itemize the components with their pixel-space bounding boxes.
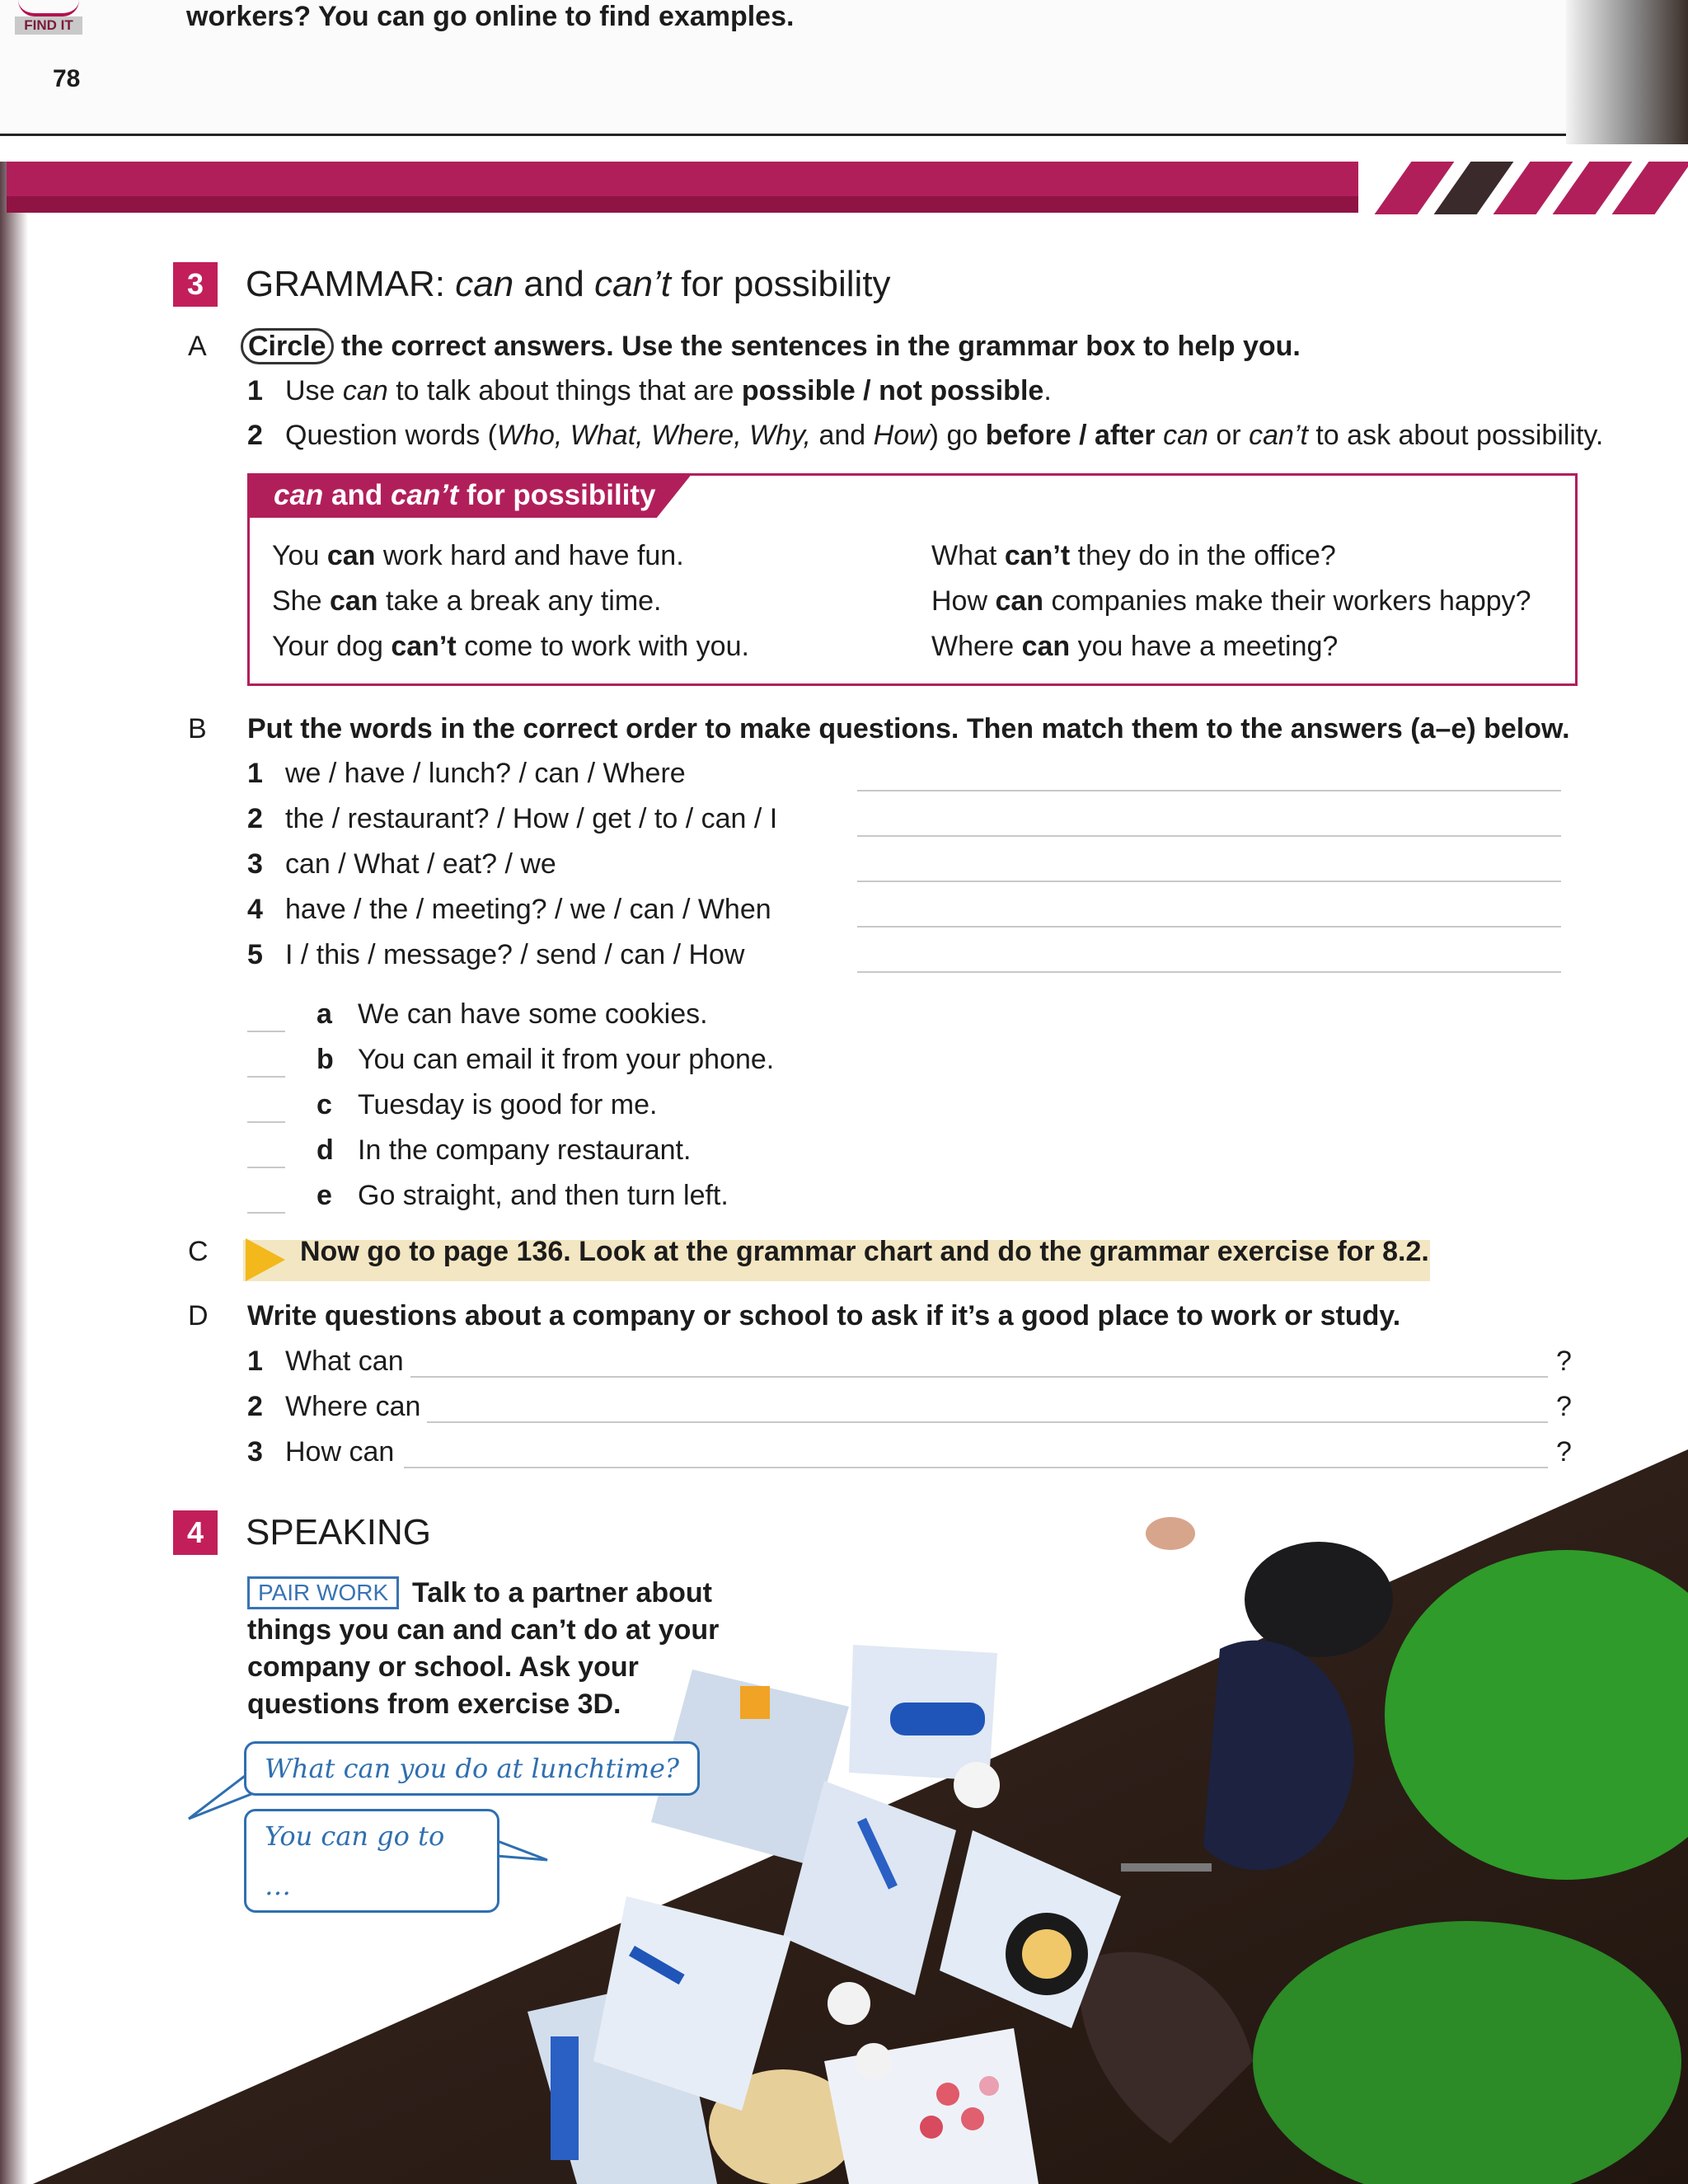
question-start: How can [285,1436,395,1468]
answer-letter: e [316,1180,332,1211]
answer-letter: c [316,1089,332,1120]
grammar-example: Your dog can’t come to work with you. [272,631,749,662]
item-number: 3 [247,848,263,880]
grammar-example: How can companies make their workers happy? [931,585,1531,617]
answer-letter: b [316,1044,334,1075]
speaking-instruction-line: things you can and can’t do at your [247,1614,720,1646]
answer-text: In the company restaurant. [358,1134,692,1166]
answer-text: We can have some cookies. [358,998,708,1030]
grammar-example: You can work hard and have fun. [272,540,684,571]
item-number: 3 [247,1436,263,1468]
match-blank[interactable] [247,1212,285,1214]
callout-text[interactable]: Now go to page 136. Look at the grammar chart and do the grammar exercise for 8.2. [300,1236,1429,1267]
scrambled-words: I / this / message? / send / can / How [285,939,745,970]
answer-letter: d [316,1134,334,1166]
answer-text: Tuesday is good for me. [358,1089,658,1120]
item-number: 1 [247,375,263,406]
match-blank[interactable] [247,1121,285,1123]
exercise-letter: B [188,713,207,744]
section-title: GRAMMAR: can and can’t for possibility [246,264,891,304]
answer-text: You can email it from your phone. [358,1044,775,1075]
question-start: Where can [285,1391,421,1422]
question-mark: ? [1556,1346,1572,1377]
grammar-example: Where can you have a meeting? [931,631,1339,662]
exercise-letter: D [188,1300,209,1332]
scrambled-words: have / the / meeting? / we / can / When [285,894,771,925]
item-number: 5 [247,939,263,970]
choice-option[interactable]: possible / not possible [741,375,1044,406]
grammar-example: She can take a break any time. [272,585,662,617]
top-banner-shade [7,196,1358,213]
scrambled-words: we / have / lunch? / can / Where [285,758,686,789]
section-title: SPEAKING [246,1512,431,1552]
answer-text: Go straight, and then turn left. [358,1180,729,1211]
exercise-item: Question words (Who, What, Where, Why, and How) go before / after can or can’t to ask about possibility. [285,420,1604,451]
item-number: 2 [247,1391,263,1422]
question-start: What can [285,1346,404,1377]
page-number: 78 [53,65,81,92]
match-blank[interactable] [247,1076,285,1078]
choice-option[interactable]: before / after [985,420,1156,451]
item-number: 1 [247,1346,263,1377]
question-mark: ? [1556,1391,1572,1422]
answer-letter: a [316,998,332,1030]
exercise-letter: C [188,1236,209,1267]
grammar-example: What can’t they do in the office? [931,540,1336,571]
answer-line[interactable] [857,971,1561,973]
find-it-icon [18,0,79,16]
match-blank[interactable] [247,1167,285,1168]
page-divider [0,134,1566,136]
exercise-instruction: Circle the correct answers. Use the sentences in the grammar box to help you. [247,330,1301,363]
scrambled-words: can / What / eat? / we [285,848,556,880]
section-number: 4 [173,1510,218,1555]
item-number: 2 [247,420,263,451]
match-blank[interactable] [247,1031,285,1032]
answer-line[interactable] [857,790,1561,791]
item-number: 2 [247,803,263,834]
answer-line[interactable] [857,926,1561,928]
exercise-item: Use can to talk about things that are possible / not possible. [285,375,1052,406]
speech-bubble: What can you do at lunchtime? [244,1741,700,1796]
exercise-letter: A [188,331,207,362]
section-number: 3 [173,262,218,307]
play-arrow-icon [246,1238,285,1281]
grammar-box-title: can and can’t for possibility [274,479,656,511]
speaking-instruction-line: questions from exercise 3D. [247,1688,621,1720]
item-number: 1 [247,758,263,789]
pair-work-label: PAIR WORK [247,1576,399,1609]
answer-line[interactable] [857,835,1561,837]
find-it-badge: FIND IT [15,16,82,35]
item-number: 4 [247,894,263,925]
circle-word: Circle [241,328,334,364]
answer-line[interactable] [410,1376,1548,1378]
answer-line[interactable] [857,881,1561,882]
exercise-instruction: Put the words in the correct order to make questions. Then match them to the answers (a–e) below. [247,713,1570,744]
carryover-text: workers? You can go online to find examples. [186,1,795,32]
speaking-instruction-line: Talk to a partner about [412,1577,712,1609]
answer-line[interactable] [427,1421,1548,1423]
page-fold-shadow [1566,0,1688,144]
speech-bubble: You can go to … [244,1809,499,1913]
speaking-instruction-line: company or school. Ask your [247,1651,639,1683]
exercise-instruction: Write questions about a company or school to ask if it’s a good place to work or study. [247,1300,1401,1332]
scrambled-words: the / restaurant? / How / get / to / can / I [285,803,778,834]
question-mark: ? [1556,1436,1572,1468]
